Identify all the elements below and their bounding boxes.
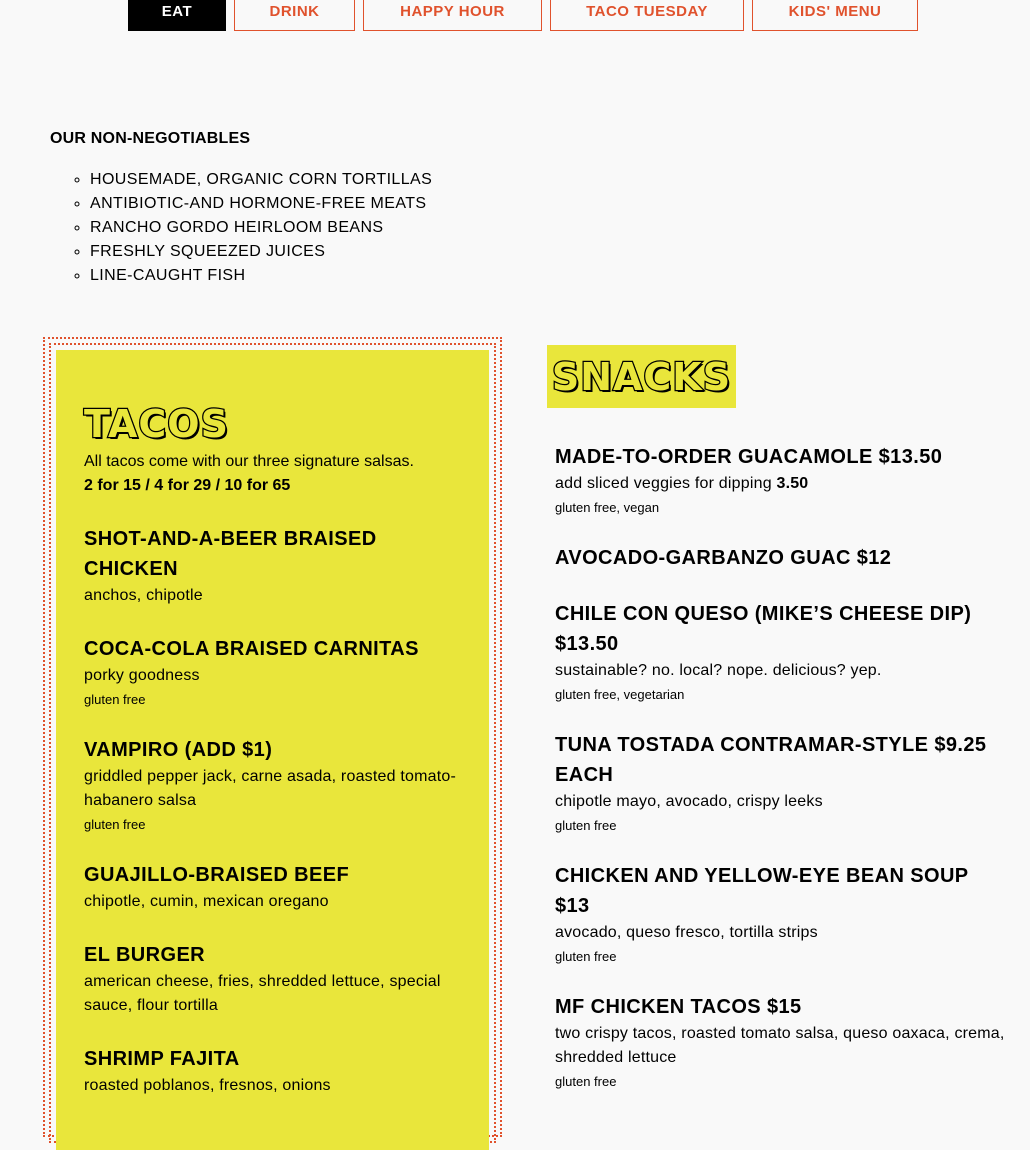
- tacos-intro: [84, 450, 461, 498]
- item-diet-tag: gluten free, vegan: [555, 500, 660, 515]
- item-name: AVOCADO-GARBANZO GUAC $12: [555, 547, 892, 569]
- list-item: ◦ ANTIBIOTIC-AND HORMONE-FREE MEATS: [90, 192, 432, 216]
- tab-eat[interactable]: EAT: [128, 0, 226, 31]
- menu-item: [555, 730, 1005, 835]
- non-negotiables-section: [50, 130, 432, 288]
- item-name: VAMPIRO (ADD $1): [84, 739, 273, 761]
- item-description-text: add sliced veggies for dipping: [555, 475, 772, 492]
- item-name: GUAJILLO-BRAISED BEEF: [84, 864, 350, 886]
- snacks-section: [555, 416, 1005, 1091]
- snacks-title: SNACKS: [551, 354, 732, 399]
- item-description: two crispy tacos, roasted tomato salsa, queso oaxaca, crema, shredded lettuce: [555, 1025, 1005, 1066]
- item-name: TUNA TOSTADA CONTRAMAR-STYLE $9.25 EACH: [555, 734, 987, 786]
- menu-item: [84, 1044, 461, 1098]
- item-diet-tag: gluten free: [555, 949, 617, 964]
- item-name: MADE-TO-ORDER GUACAMOLE $13.50: [555, 446, 943, 468]
- list-item: ◦ RANCHO GORDO HEIRLOOM BEANS: [90, 216, 432, 240]
- item-name: SHOT-AND-A-BEER BRAISED CHICKEN: [84, 528, 377, 580]
- tab-taco-tuesday[interactable]: TACO TUESDAY: [550, 0, 744, 31]
- item-description: american cheese, fries, shredded lettuce, special sauce, flour tortilla: [84, 973, 441, 1014]
- menu-item: [555, 442, 1005, 517]
- menu-item: [84, 860, 461, 914]
- menu-item: [84, 524, 461, 608]
- item-diet-tag: gluten free: [555, 818, 617, 833]
- snacks-header: [547, 345, 736, 408]
- non-negotiables-list: [50, 168, 432, 288]
- item-description: roasted poblanos, fresnos, onions: [84, 1077, 331, 1094]
- item-name: EL BURGER: [84, 944, 206, 966]
- tacos-deal: 2 for 15 / 4 for 29 / 10 for 65: [84, 477, 291, 494]
- item-description: avocado, queso fresco, tortilla strips: [555, 924, 818, 941]
- tacos-title: TACOS: [84, 402, 229, 446]
- item-diet-tag: gluten free: [84, 817, 146, 832]
- item-diet-tag: gluten free, vegetarian: [555, 687, 685, 702]
- item-addon-price: 3.50: [776, 475, 809, 492]
- tacos-section: [56, 350, 489, 1150]
- item-description: chipotle mayo, avocado, crispy leeks: [555, 793, 823, 810]
- item-diet-tag: gluten free: [555, 1074, 617, 1089]
- tab-kids-menu[interactable]: KIDS' MENU: [752, 0, 918, 31]
- item-name: COCA-COLA BRAISED CARNITAS: [84, 638, 419, 660]
- tab-happy-hour[interactable]: HAPPY HOUR: [363, 0, 542, 31]
- menu-item: [84, 940, 461, 1018]
- item-description: [555, 472, 1005, 496]
- item-description: porky goodness: [84, 667, 200, 684]
- item-description: anchos, chipotle: [84, 587, 203, 604]
- item-name: MF CHICKEN TACOS $15: [555, 996, 802, 1018]
- item-description: sustainable? no. local? nope. delicious? yep.: [555, 662, 882, 679]
- menu-item: [84, 634, 461, 709]
- menu-tabs: [128, 0, 918, 31]
- list-item: ◦ FRESHLY SQUEEZED JUICES: [90, 240, 432, 264]
- tab-drink[interactable]: DRINK: [234, 0, 355, 31]
- non-negotiables-title: OUR NON-NEGOTIABLES: [50, 130, 251, 147]
- item-description: griddled pepper jack, carne asada, roasted tomato-habanero salsa: [84, 768, 456, 809]
- list-item: ◦ LINE-CAUGHT FISH: [90, 264, 432, 288]
- tacos-intro-text: All tacos come with our three signature salsas.: [84, 453, 414, 470]
- menu-item: [555, 861, 1005, 966]
- menu-item: [555, 992, 1005, 1091]
- menu-item: [84, 735, 461, 834]
- item-name: CHILE CON QUESO (MIKE’S CHEESE DIP) $13.50: [555, 603, 972, 655]
- item-name: SHRIMP FAJITA: [84, 1048, 240, 1070]
- item-description: chipotle, cumin, mexican oregano: [84, 893, 329, 910]
- item-name: CHICKEN AND YELLOW-EYE BEAN SOUP $13: [555, 865, 969, 917]
- item-diet-tag: gluten free: [84, 692, 146, 707]
- menu-item: [555, 543, 1005, 573]
- menu-item: [555, 599, 1005, 704]
- list-item: ◦ HOUSEMADE, ORGANIC CORN TORTILLAS: [90, 168, 432, 192]
